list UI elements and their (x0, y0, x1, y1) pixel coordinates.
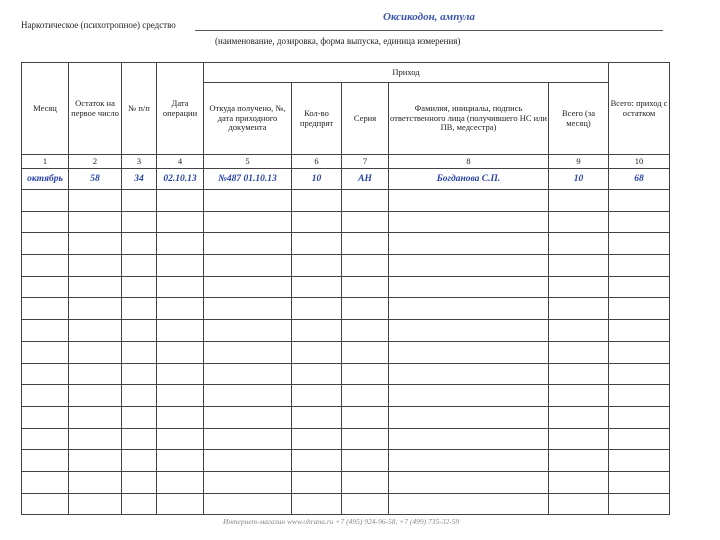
empty-row (22, 320, 670, 342)
column-number: 9 (549, 155, 609, 169)
col-series-header: Серия (342, 83, 389, 155)
column-number: 7 (342, 155, 389, 169)
empty-row (22, 298, 670, 320)
col-total-header: Всего: приход с остатком (609, 63, 670, 155)
col-person-header: Фамилия, инициалы, подпись ответственного лица (получившего НС или ПВ, медсестра) (389, 83, 549, 155)
cell-month-total: 10 (549, 169, 609, 190)
drug-caption: (наименование, дозировка, форма выпуска, единица измерения) (215, 36, 461, 46)
cell-person: Богданова С.П. (389, 169, 549, 190)
empty-row (22, 363, 670, 385)
empty-row (22, 276, 670, 298)
empty-row (22, 255, 670, 277)
column-number: 4 (157, 155, 204, 169)
column-number: 10 (609, 155, 670, 169)
column-number: 3 (122, 155, 157, 169)
col-num-header: № п/п (122, 63, 157, 155)
income-group-header: Приход (204, 63, 609, 83)
cell-qty: 10 (292, 169, 342, 190)
column-number: 1 (22, 155, 69, 169)
column-number: 8 (389, 155, 549, 169)
footer-text: Интернет-магазин www.ohrana.ru +7 (495) 924-96-58, +7 (499) 735-32-59 (223, 517, 460, 526)
cell-month: октябрь (22, 169, 69, 190)
empty-row (22, 233, 670, 255)
empty-row (22, 493, 670, 515)
col-balance-header: Остаток на первое число (69, 63, 122, 155)
drug-name: Оксикодон, ампула (383, 11, 476, 23)
table-row (22, 169, 670, 190)
drug-label: Наркотическое (психотропное) средство (21, 20, 176, 30)
empty-row (22, 406, 670, 428)
empty-row (22, 211, 670, 233)
column-number: 2 (69, 155, 122, 169)
empty-row (22, 341, 670, 363)
cell-date: 02.10.13 (157, 169, 204, 190)
journal-table (21, 62, 670, 515)
column-numbers-row (22, 155, 670, 169)
cell-total: 68 (609, 169, 670, 190)
col-date-header: Дата операции (157, 63, 204, 155)
empty-row (22, 428, 670, 450)
col-source-header: Откуда получено, №, дата приходного документа (204, 83, 292, 155)
cell-num: 34 (122, 169, 157, 190)
empty-row (22, 471, 670, 493)
empty-row (22, 190, 670, 212)
column-number: 5 (204, 155, 292, 169)
empty-row (22, 385, 670, 407)
cell-balance: 58 (69, 169, 122, 190)
cell-series: АН (342, 169, 389, 190)
col-qty-header: Кол-во предпрят (292, 83, 342, 155)
col-month-total-header: Всего (за месяц) (549, 83, 609, 155)
cell-source: №487 01.10.13 (204, 169, 292, 190)
column-number: 6 (292, 155, 342, 169)
empty-row (22, 450, 670, 472)
drug-underline (195, 30, 663, 31)
col-month-header: Месяц (22, 63, 69, 155)
